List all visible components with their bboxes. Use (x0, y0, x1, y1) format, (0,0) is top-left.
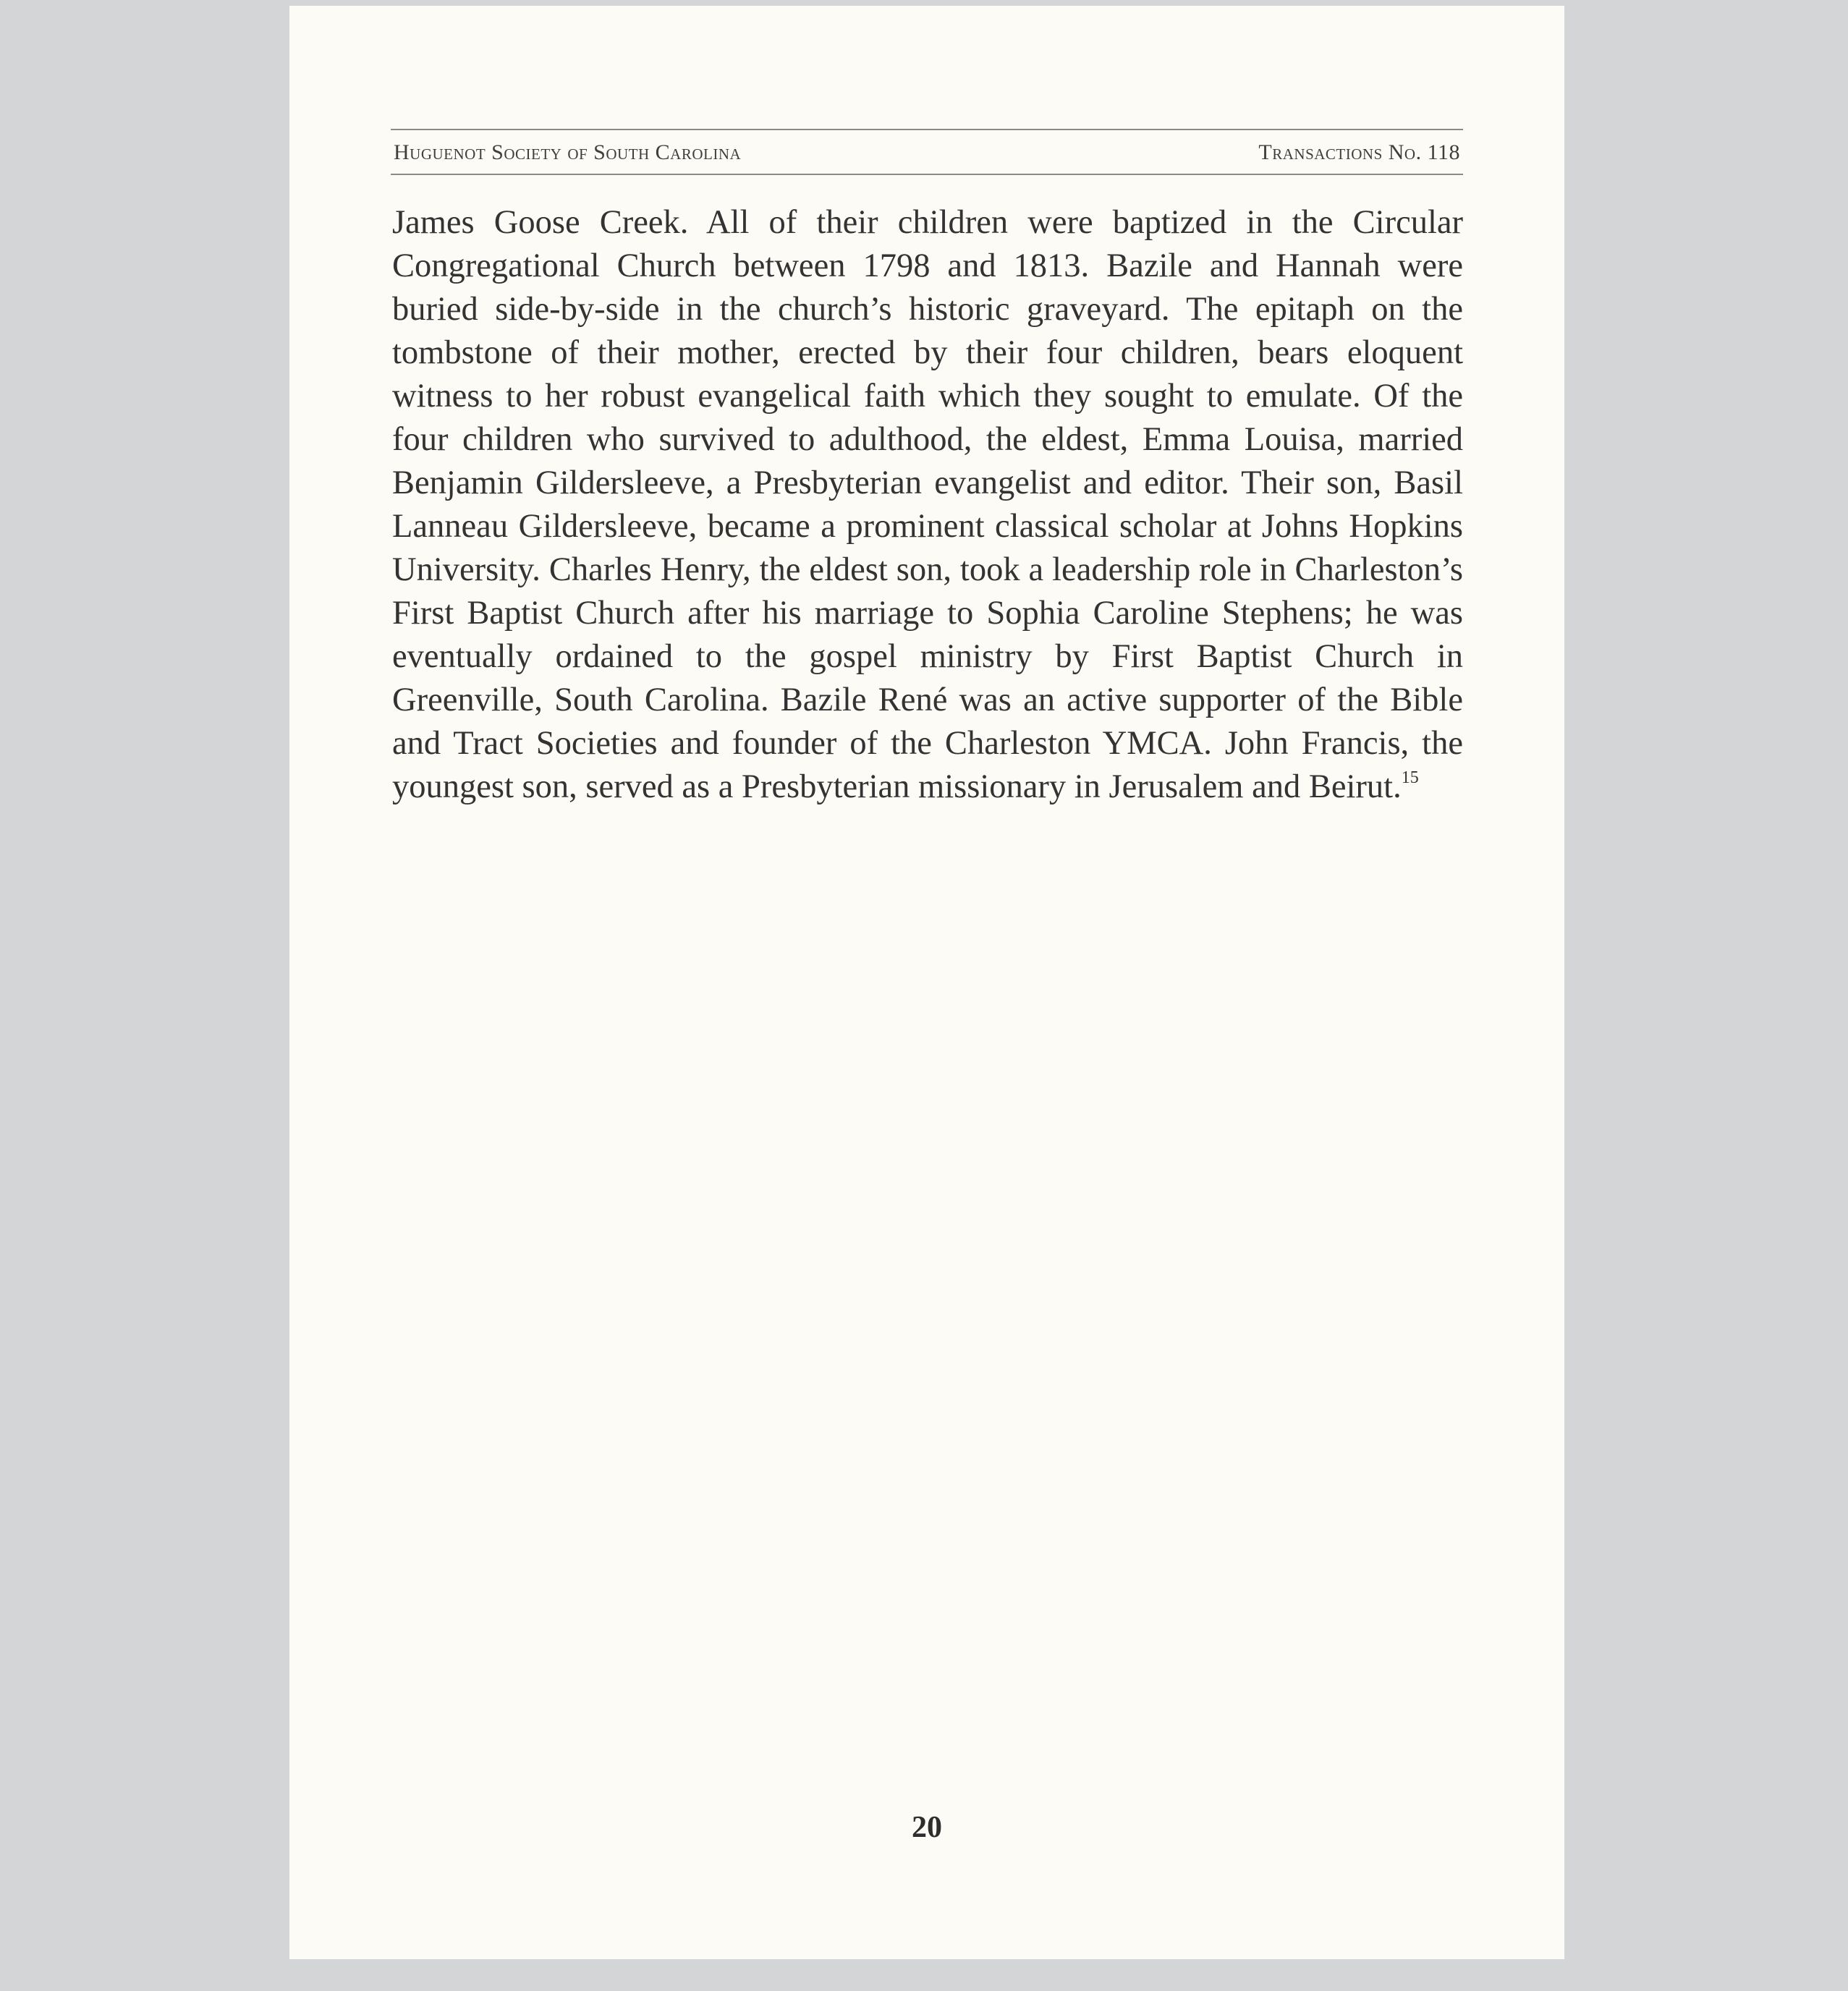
header-society-name: Huguenot Society of South Carolina (394, 140, 742, 164)
header-transactions-number: Transactions No. 118 (1258, 140, 1460, 164)
footnote-reference[interactable]: 15 (1401, 768, 1419, 787)
page-sheet (289, 6, 1564, 1959)
page-number: 20 (912, 1811, 942, 1844)
paragraph-text: James Goose Creek. All of their children were baptized in the Circular Congregational Church between 1798 and 1813. Bazile and Hannah were buried side-by-side in the church’s historic graveyard. The epitaph on the tombstone of their mother, erected by their four children, bears eloquent witness to her robust evangelical faith which they sought to emulate. Of the four children who survived to adulthood, the eldest, Emma Louisa, married Benjamin Gildersleeve, a Presbyterian evangelist and editor. Their son, Basil Lanneau Gildersleeve, became a prominent classical scholar at Johns Hopkins University. Charles Henry, the eldest son, took a leadership role in Charleston’s First Baptist Church after his marriage to Sophia Caroline Stephens; he was eventually ordained to the gospel ministry by First Baptist Church in Greenville, South Carolina. Bazile René was an active supporter of the Bible and Tract Societies and founder of the Charleston YMCA. John Francis, the youngest son, served as a Presbyterian missionary in Jerusalem and Beirut. (392, 204, 1463, 805)
body-paragraph (392, 201, 1463, 809)
running-header (391, 129, 1463, 175)
